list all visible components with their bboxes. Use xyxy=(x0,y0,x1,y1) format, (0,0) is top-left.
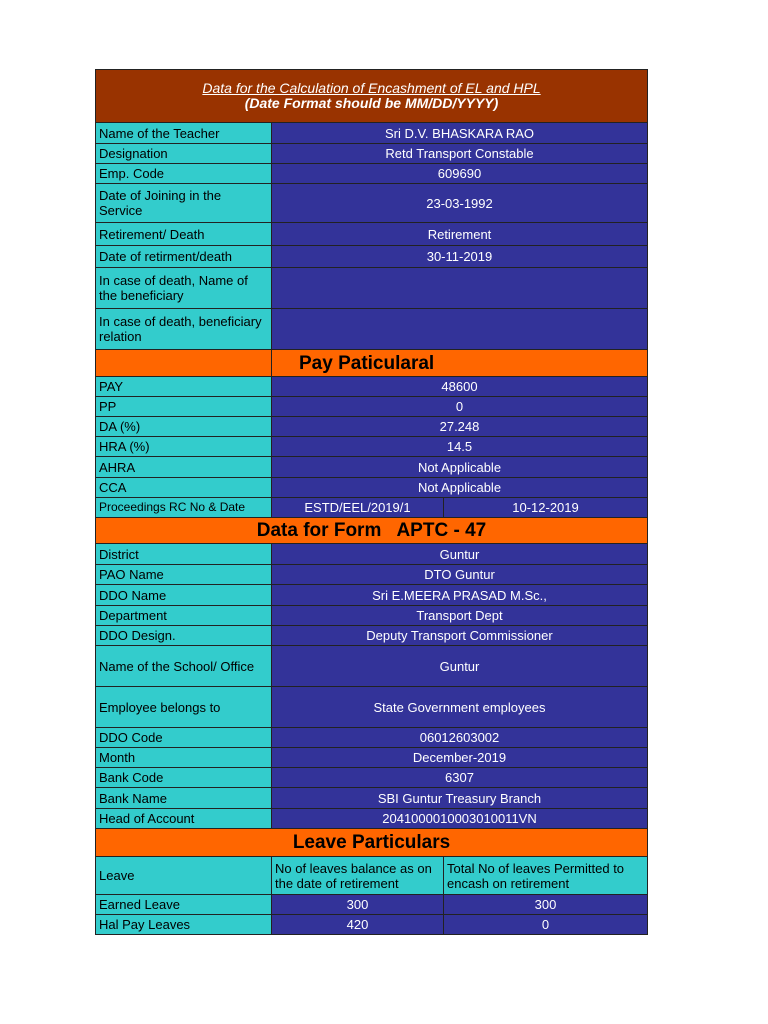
row-department xyxy=(96,606,648,626)
title-row xyxy=(96,70,648,123)
sheet-title-cell xyxy=(96,70,648,123)
value-proceedings-date[interactable]: 10-12-2019 xyxy=(444,498,648,518)
row-cca xyxy=(96,478,648,498)
value-date-of-joining[interactable]: 23-03-1992 xyxy=(272,184,648,223)
value-proceedings-rc-no[interactable]: ESTD/EEL/2019/1 xyxy=(272,498,444,518)
pay-section-spacer xyxy=(96,350,272,377)
value-employee-belongs-to[interactable]: State Government employees xyxy=(272,687,648,728)
value-earned-leave-permitted[interactable]: 300 xyxy=(444,895,648,915)
value-pao-name[interactable]: DTO Guntur xyxy=(272,565,648,585)
leave-col-header-leave: Leave xyxy=(96,857,272,895)
row-ahra xyxy=(96,457,648,478)
label-bank-code: Bank Code xyxy=(96,768,272,788)
label-ddo-code: DDO Code xyxy=(96,728,272,748)
row-retirement-death xyxy=(96,223,648,246)
label-employee-belongs-to: Employee belongs to xyxy=(96,687,272,728)
leave-section-header xyxy=(96,829,648,857)
row-half-pay-leaves xyxy=(96,915,648,935)
label-ddo-name: DDO Name xyxy=(96,585,272,606)
row-bank-name xyxy=(96,788,648,809)
value-emp-code[interactable]: 609690 xyxy=(272,164,648,184)
pay-section-header xyxy=(96,350,648,377)
label-pp: PP xyxy=(96,397,272,417)
label-ahra: AHRA xyxy=(96,457,272,478)
row-beneficiary-relation xyxy=(96,309,648,350)
row-pp xyxy=(96,397,648,417)
value-pp[interactable]: 0 xyxy=(272,397,648,417)
row-district xyxy=(96,544,648,565)
label-month: Month xyxy=(96,748,272,768)
value-half-pay-leaves-balance[interactable]: 420 xyxy=(272,915,444,935)
value-date-of-retirement[interactable]: 30-11-2019 xyxy=(272,246,648,268)
label-teacher-name: Name of the Teacher xyxy=(96,123,272,144)
value-retirement-death[interactable]: Retirement xyxy=(272,223,648,246)
row-earned-leave xyxy=(96,895,648,915)
row-date-of-joining xyxy=(96,184,648,223)
label-pay: PAY xyxy=(96,377,272,397)
row-head-of-account xyxy=(96,809,648,829)
label-district: District xyxy=(96,544,272,565)
value-half-pay-leaves-permitted[interactable]: 0 xyxy=(444,915,648,935)
row-month xyxy=(96,748,648,768)
value-teacher-name[interactable]: Sri D.V. BHASKARA RAO xyxy=(272,123,648,144)
row-school-office xyxy=(96,646,648,687)
label-designation: Designation xyxy=(96,144,272,164)
form-section-title: Data for Form APTC - 47 xyxy=(96,518,648,544)
row-ddo-code xyxy=(96,728,648,748)
value-school-office[interactable]: Guntur xyxy=(272,646,648,687)
value-beneficiary-name[interactable] xyxy=(272,268,648,309)
row-beneficiary-name xyxy=(96,268,648,309)
value-ahra[interactable]: Not Applicable xyxy=(272,457,648,478)
label-bank-name: Bank Name xyxy=(96,788,272,809)
value-ddo-name[interactable]: Sri E.MEERA PRASAD M.Sc., xyxy=(272,585,648,606)
value-ddo-design[interactable]: Deputy Transport Commissioner xyxy=(272,626,648,646)
leave-col-header-balance: No of leaves balance as on the date of retirement xyxy=(272,857,444,895)
value-hra[interactable]: 14.5 xyxy=(272,437,648,457)
value-bank-code[interactable]: 6307 xyxy=(272,768,648,788)
value-month[interactable]: December-2019 xyxy=(272,748,648,768)
sheet-title: Data for the Calculation of Encashment of EL and HPL xyxy=(202,80,541,96)
row-pay xyxy=(96,377,648,397)
row-proceedings xyxy=(96,498,648,518)
row-bank-code xyxy=(96,768,648,788)
value-ddo-code[interactable]: 06012603002 xyxy=(272,728,648,748)
label-proceedings: Proceedings RC No & Date xyxy=(96,498,272,518)
row-ddo-design xyxy=(96,626,648,646)
label-cca: CCA xyxy=(96,478,272,498)
date-format-note: (Date Format should be MM/DD/YYYY) xyxy=(244,95,499,111)
label-school-office: Name of the School/ Office xyxy=(96,646,272,687)
value-bank-name[interactable]: SBI Guntur Treasury Branch xyxy=(272,788,648,809)
data-table xyxy=(95,69,648,935)
label-earned-leave: Earned Leave xyxy=(96,895,272,915)
label-da: DA (%) xyxy=(96,417,272,437)
value-department[interactable]: Transport Dept xyxy=(272,606,648,626)
label-pao-name: PAO Name xyxy=(96,565,272,585)
row-designation xyxy=(96,144,648,164)
value-da[interactable]: 27.248 xyxy=(272,417,648,437)
encashment-data-sheet xyxy=(95,69,647,935)
row-teacher-name xyxy=(96,123,648,144)
value-designation[interactable]: Retd Transport Constable xyxy=(272,144,648,164)
row-employee-belongs-to xyxy=(96,687,648,728)
row-ddo-name xyxy=(96,585,648,606)
leave-col-header-permitted: Total No of leaves Permitted to encash on retirement xyxy=(444,857,648,895)
row-pao-name xyxy=(96,565,648,585)
value-district[interactable]: Guntur xyxy=(272,544,648,565)
label-emp-code: Emp. Code xyxy=(96,164,272,184)
value-head-of-account[interactable]: 2041000010003010011VN xyxy=(272,809,648,829)
row-emp-code xyxy=(96,164,648,184)
leave-section-title: Leave Particulars xyxy=(96,829,648,857)
label-hra: HRA (%) xyxy=(96,437,272,457)
label-beneficiary-relation: In case of death, beneficiary relation xyxy=(96,309,272,350)
row-hra xyxy=(96,437,648,457)
label-department: Department xyxy=(96,606,272,626)
value-earned-leave-balance[interactable]: 300 xyxy=(272,895,444,915)
label-head-of-account: Head of Account xyxy=(96,809,272,829)
row-date-of-retirement xyxy=(96,246,648,268)
label-retirement-death: Retirement/ Death xyxy=(96,223,272,246)
form-section-header xyxy=(96,518,648,544)
value-beneficiary-relation[interactable] xyxy=(272,309,648,350)
leave-column-headers xyxy=(96,857,648,895)
row-da xyxy=(96,417,648,437)
pay-section-title: Pay Paticularal xyxy=(272,350,648,377)
label-date-of-joining: Date of Joining in the Service xyxy=(96,184,272,223)
label-ddo-design: DDO Design. xyxy=(96,626,272,646)
value-cca[interactable]: Not Applicable xyxy=(272,478,648,498)
value-pay[interactable]: 48600 xyxy=(272,377,648,397)
label-half-pay-leaves: Hal Pay Leaves xyxy=(96,915,272,935)
label-beneficiary-name: In case of death, Name of the beneficiary xyxy=(96,268,272,309)
label-date-of-retirement: Date of retirment/death xyxy=(96,246,272,268)
